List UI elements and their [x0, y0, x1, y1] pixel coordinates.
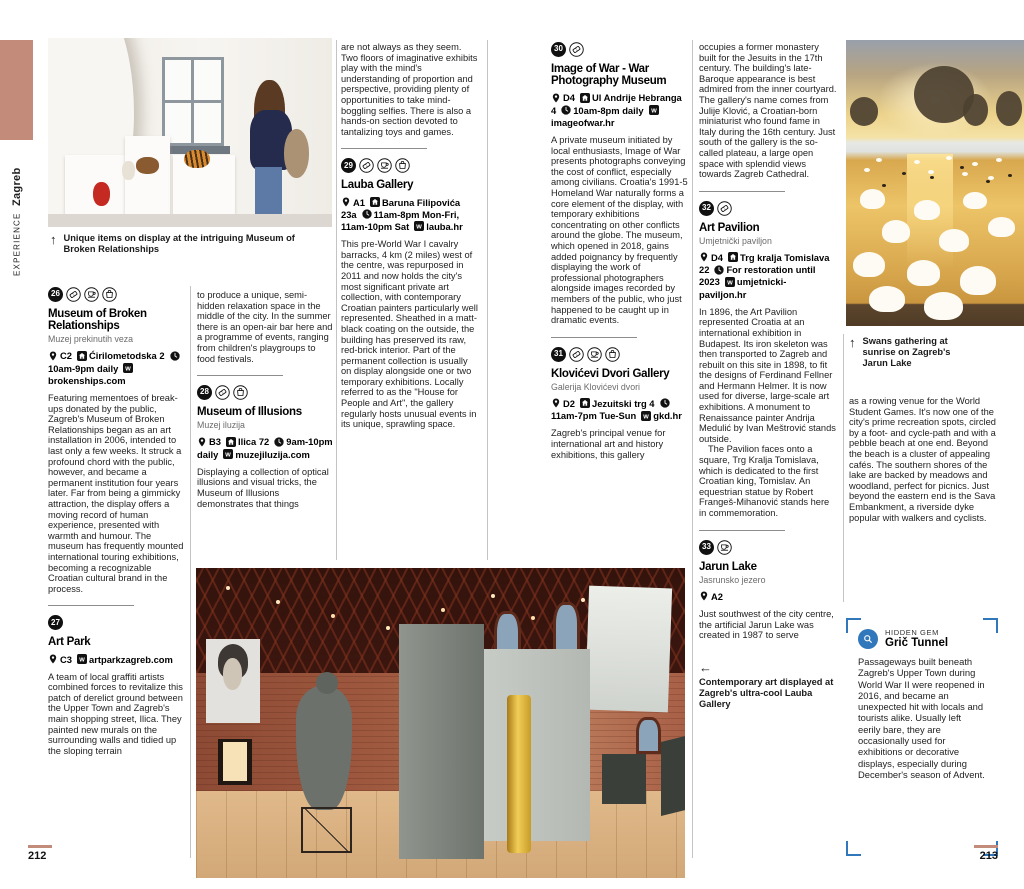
bracket-corner	[846, 841, 861, 856]
ticket-icon	[215, 385, 230, 400]
address: Trg kralja Tomislava 22	[699, 251, 830, 276]
opening-hours: 10am-9pm daily	[48, 350, 182, 373]
arched-window	[636, 717, 660, 754]
swan	[907, 260, 941, 286]
swans-far	[876, 158, 882, 162]
shop-icon	[102, 287, 117, 302]
dark-artwork	[661, 735, 685, 815]
entry-badges	[48, 287, 187, 302]
entry-subtitle: Jasrunsko jezero	[699, 574, 766, 585]
swan	[924, 292, 963, 321]
entry-badges	[551, 347, 689, 362]
website: artparkzagreb.com	[77, 654, 173, 665]
page-number-tick	[28, 845, 52, 848]
arched-window	[553, 602, 580, 655]
entry-divider	[48, 605, 134, 606]
entry-number-badge: 31	[551, 347, 566, 362]
address: Ćirilometodska 2	[77, 350, 165, 361]
entry-body: Displaying a collection of optical illusions and visual tricks, the Museum of Illusions demonstrates that things	[197, 466, 329, 509]
entry-badges	[551, 42, 689, 57]
opening-hours: 11am-7pm Tue-Sun	[551, 398, 672, 421]
column-4	[551, 38, 689, 460]
swan	[882, 220, 910, 243]
entry-title: Lauba Gallery	[341, 179, 414, 192]
column-rule	[487, 40, 488, 560]
entry-badges	[341, 158, 479, 173]
entry-title: Image of War - War Photography Museum	[551, 63, 667, 88]
shop-icon	[605, 347, 620, 362]
ticket-icon	[569, 42, 584, 57]
doorway	[218, 739, 252, 786]
hidden-gem-label: HIDDEN GEM	[885, 628, 939, 637]
magnifier-icon	[858, 629, 878, 649]
website: umjetnicki-paviljon.hr	[699, 276, 787, 300]
entry-body: Featuring mementoes of break-ups donated by the public, Zagreb's Museum of Broken Relationships began as an art installation in 2006, intended to last only a few weeks. It struck a profound chord with the public, however, and became a permanent institution four years later. Far from being a gimmicky attraction, the display offers a moving record of human experience, presented with warmth and humour. The museum has frequently mounted international touring exhibitions, becoming a recognizable Croatian cultural brand in the process.	[48, 393, 184, 594]
entry-info	[551, 92, 689, 129]
map-pin-icon	[551, 93, 561, 103]
website: imageofwar.hr	[551, 105, 661, 128]
hours-icon	[561, 105, 571, 115]
map-pin-icon	[699, 591, 709, 601]
entry-museum-of-illusions	[197, 385, 333, 509]
entry-body: Just southwest of the city centre, the artificial Jarun Lake was created in 1987 to serve	[699, 609, 834, 641]
address-icon	[580, 93, 590, 103]
tree-silhouette	[963, 94, 988, 125]
entry-title: Art Pavilion	[699, 221, 760, 234]
swan	[960, 266, 996, 295]
entry-jarun-lake	[699, 540, 838, 641]
visitor-bag	[284, 129, 310, 178]
light-gray-panel	[477, 649, 589, 841]
ceiling-lights	[226, 586, 230, 590]
entry-info	[699, 252, 838, 301]
entry-info	[48, 654, 187, 666]
shop-icon	[395, 158, 410, 173]
website: muzejiluzija.com	[223, 449, 310, 460]
entry-divider	[197, 375, 283, 376]
entry-klovicevi-dvori	[551, 347, 689, 460]
portrait-artwork	[206, 639, 260, 723]
hours-icon	[660, 398, 670, 408]
entry-badges	[197, 385, 333, 400]
address-icon	[77, 351, 87, 361]
hidden-gem-title: Grič Tunnel	[885, 637, 949, 649]
swan	[869, 286, 905, 312]
opening-hours: 10am-8pm daily	[561, 105, 643, 116]
broken-relationships-photo	[48, 38, 332, 227]
statue-coat	[296, 686, 352, 810]
page-number-tick	[974, 845, 998, 848]
section-name: EXPERIENCE	[12, 212, 22, 276]
opening-hours: 11am-8pm Mon-Fri, 11am-10pm Sat	[341, 208, 460, 232]
entry-number-badge: 28	[197, 385, 212, 400]
klovicevi-continued: occupies a former monastery built for the Jesuits in the 17th century. The building's late-Baroque appearance is best admired from the inner courtyard. The gallery's name comes from Julije Klović, a Croatian-born miniaturist who found fame in Italy during the 16th century. Just south of the gallery is the so-called plateau, a large open space with splendid views towards Zagreb Cathedral.	[699, 42, 837, 180]
cafe-icon	[377, 158, 392, 173]
entry-subtitle: Galerija Klovićevi dvori	[551, 381, 640, 392]
entry-info	[699, 591, 838, 603]
cafe-icon	[717, 540, 732, 555]
entry-image-of-war	[551, 42, 689, 326]
address-icon	[370, 197, 380, 207]
map-ref: D4	[551, 92, 575, 103]
plush-toy-dog	[136, 157, 159, 174]
entry-body: A private museum initiated by local enthusiasts, Image of War presents photographs conveying the cost of conflict, especially among civilians. Croatia's 1991-5 Homeland War naturally forms a core element of the display, with temporary exhibitions concentrating on other conflicts around the globe. The museum, which opened in 2018, gains added poignancy by frequently displaying the work of professional photographers alongside images recorded by members of the public, who just happened to be caught up in dramatic events.	[551, 135, 688, 326]
hidden-gem-header	[858, 628, 986, 649]
map-pin-icon	[341, 197, 351, 207]
column-rule	[843, 334, 844, 602]
column-rule	[336, 40, 337, 560]
swan	[963, 192, 986, 209]
swan	[853, 252, 885, 278]
map-ref: A2	[699, 591, 723, 602]
website-icon	[123, 363, 133, 373]
map-ref: D2	[551, 398, 575, 409]
column-2	[197, 286, 333, 509]
entry-title: Jarun Lake	[699, 560, 757, 573]
gold-column-artwork	[507, 695, 531, 853]
lauba-gallery-photo	[196, 568, 685, 878]
address: Baruna Filipovića 23a	[341, 196, 461, 220]
entry-info	[48, 350, 187, 387]
tiger-pelt	[184, 150, 210, 169]
map-pin-icon	[197, 437, 207, 447]
website-icon	[649, 105, 659, 115]
plush-toy-red	[93, 182, 110, 207]
section-sidebar-label	[0, 146, 34, 276]
map-pin-icon	[48, 654, 58, 664]
ticket-icon	[717, 201, 732, 216]
hours-icon	[362, 209, 372, 219]
swan	[860, 189, 885, 209]
entry-title: Museum of Broken Relationships	[48, 308, 147, 333]
entry-number-badge: 29	[341, 158, 356, 173]
opening-hours: For restoration until 2023	[699, 264, 816, 288]
entry-info	[341, 197, 479, 234]
ticket-icon	[66, 287, 81, 302]
entry-subtitle: Umjetnički paviljon	[699, 235, 772, 246]
entry-number-badge: 32	[699, 201, 714, 216]
bracket-corner	[846, 618, 861, 633]
entry-divider	[699, 530, 785, 531]
entry-museum-of-broken-relationships	[48, 287, 187, 594]
jarun-lake-continued: as a rowing venue for the World Student Games. It's now one of the city's prime recreation spots, circled by a foot- and cycle-path and with a pebble beach at one end. Beyond the beach is a cluster of appealing cafés. The southern shores of the lake are backed by meadows and woodland, perfect for picnics. Just beyond the eastern end is the Sava Embankment, a riverside dyke popular with walkers and cyclists.	[849, 396, 996, 523]
page-number-left: 212	[28, 845, 52, 862]
ticket-icon	[359, 158, 374, 173]
opening-hours: 9am-10pm daily	[197, 436, 333, 460]
column-3	[341, 38, 479, 430]
website-icon	[223, 449, 233, 459]
photo-caption-swans	[849, 336, 999, 370]
photo-caption-lauba	[699, 661, 838, 711]
hours-icon	[714, 265, 724, 275]
page-number-right: 213	[946, 845, 998, 862]
statue-pedestal-cube	[301, 807, 352, 854]
website: lauba.hr	[414, 221, 462, 232]
swan	[914, 200, 941, 220]
entry-lauba-gallery	[341, 158, 479, 430]
entry-body: Zagreb's principal venue for international art and history exhibitions, this gallery	[551, 428, 666, 460]
entry-number-badge: 27	[48, 615, 63, 630]
caption-text: Contemporary art displayed at Zagreb's ultra-cool Lauba Gallery	[699, 676, 834, 710]
museum-illusions-continued: are not always as they seem. Two floors of imaginative exhibits play with the mind's understanding of proportion and perspective, providing plenty of opportunities to take mind-boggling selfies. There is also a hands-on section devoted to tantalizing toys and games.	[341, 42, 478, 137]
window	[162, 57, 224, 146]
tree-silhouette	[850, 97, 878, 126]
entry-body-2: The Pavilion faces onto a square, Trg Kralja Tomislava, which is dedicated to the first Croatian king, Tomislav. An equestrian statue by Robert Frangeš-Mihanović stands here in commemoration.	[699, 444, 830, 519]
map-ref: D4	[699, 252, 723, 263]
website: gkd.hr	[641, 410, 682, 421]
map-pin-icon	[699, 252, 709, 262]
hidden-gem-box	[846, 618, 998, 856]
entry-art-park	[48, 615, 187, 756]
entry-info	[551, 398, 689, 422]
gray-panel	[399, 624, 485, 860]
website: brokenships.com	[48, 363, 135, 386]
map-pin-icon	[48, 351, 58, 361]
map-pin-icon	[551, 398, 561, 408]
dark-artwork	[602, 754, 646, 804]
website-icon	[725, 277, 735, 287]
column-1	[48, 286, 187, 756]
entry-number-badge: 26	[48, 287, 63, 302]
bracket-corner	[983, 618, 998, 633]
address-icon	[580, 398, 590, 408]
white-screen	[585, 585, 672, 712]
entry-title: Art Park	[48, 636, 91, 649]
caption-text: Swans gathering at sunrise on Zagreb's Jarun Lake	[862, 336, 951, 369]
entry-divider	[699, 191, 785, 192]
entry-subtitle: Muzej prekinutih veza	[48, 334, 134, 345]
map-ref: A1	[341, 197, 365, 208]
entry-badges	[48, 615, 187, 630]
entry-title: Klovićevi Dvori Gallery	[551, 367, 670, 380]
entry-title: Museum of Illusions	[197, 406, 302, 419]
entry-body: A team of local graffiti artists combined forces to revitalize this patch of derelict ground between the Upper Town and Zagreb's main shopping street, Ilica. They painted new murals on the surrounding walls and tidied up the sloping terrain	[48, 671, 183, 756]
entry-divider	[341, 148, 427, 149]
hours-icon	[274, 437, 284, 447]
entry-divider	[551, 337, 637, 338]
address-icon	[728, 252, 738, 262]
caption-text: Unique items on display at the intriguing Museum of Broken Relationships	[63, 233, 295, 255]
photo-caption-broken-relationships	[50, 233, 300, 255]
swan	[939, 229, 969, 252]
swans-photo	[846, 40, 1024, 326]
ticket-icon	[569, 347, 584, 362]
entry-number-badge: 33	[699, 540, 714, 555]
entry-badges	[699, 540, 838, 555]
address-icon	[226, 437, 236, 447]
shop-icon	[233, 385, 248, 400]
swan	[988, 217, 1015, 237]
statue-head	[316, 672, 338, 694]
entry-subtitle: Muzej iluzija	[197, 420, 245, 431]
entry-body: This pre-World War I cavalry barracks, 4 km (2 miles) west of the centre, was repurposed in 2011 and now holds the city's most significant private art collection, with contemporary Croatian painters particularly well represented. Sheathed in a matt-black coating on the outside, the building has preserved its raw, red-brick interior. Part of the permanent collection is usually on display alongside one or two temporary exhibitions. Locally referred to as the "House for People and Art", the gallery regularly hosts unusual events in its unique, sprawling space.	[341, 239, 478, 430]
address: Ilica 72	[226, 436, 269, 447]
section-city: Zagreb	[11, 167, 23, 207]
map-ref: B3	[197, 436, 221, 447]
address: Jezuitski trg 4	[580, 398, 655, 409]
entry-body: In 1896, the Art Pavilion represented Croatia at an international exhibition in Budapest. Its iron skeleton was then transported to Zagreb and rebuilt on this site in 1898, to fit the designs of Ferdinand Fellner and Hermann Helmer. It is now used for diverse, large-scale art exhibitions. A monument to Renaissance painter Andrija Medulić by Ivan Meštrović stands outside.	[699, 306, 836, 444]
website-icon	[641, 411, 651, 421]
hours-icon	[170, 351, 180, 361]
plush-toy-cat	[122, 161, 135, 180]
gallery-floor	[48, 214, 332, 227]
hidden-gem-body: Passageways built beneath Zagreb's Upper Town during World War II were reopened in 2016, and became an unexpected hit with locals and tourists alike. Usually left eerily bare, they are occasionally used for exhibitions or decorative displays, especially during December's season of Advent.	[858, 656, 985, 780]
column-6	[849, 396, 997, 523]
tree-silhouette	[996, 91, 1023, 125]
section-color-tab	[0, 40, 33, 140]
up-arrow-icon: ↑	[849, 335, 856, 350]
column-rule	[190, 286, 191, 858]
cafe-icon	[84, 287, 99, 302]
cafe-icon	[587, 347, 602, 362]
column-5	[699, 38, 838, 710]
entry-number-badge: 30	[551, 42, 566, 57]
website-icon	[77, 654, 87, 664]
up-arrow-icon: ↑	[50, 232, 57, 247]
entry-art-pavilion	[699, 201, 838, 519]
ducks	[902, 172, 906, 175]
map-ref: C3	[48, 654, 72, 665]
left-arrow-icon: ←	[699, 659, 712, 675]
map-ref: C2	[48, 350, 72, 361]
entry-badges	[699, 201, 838, 216]
column-rule	[692, 40, 693, 858]
entry-info	[197, 436, 333, 460]
website-icon	[414, 221, 424, 231]
address: Ul Andrije Hebranga 4	[551, 92, 682, 116]
art-park-continued: to produce a unique, semi-hidden relaxation space in the middle of the city. In the summer there is an open-air bar here and a programme of events, ranging from children's playgroups to food festivals.	[197, 290, 333, 364]
